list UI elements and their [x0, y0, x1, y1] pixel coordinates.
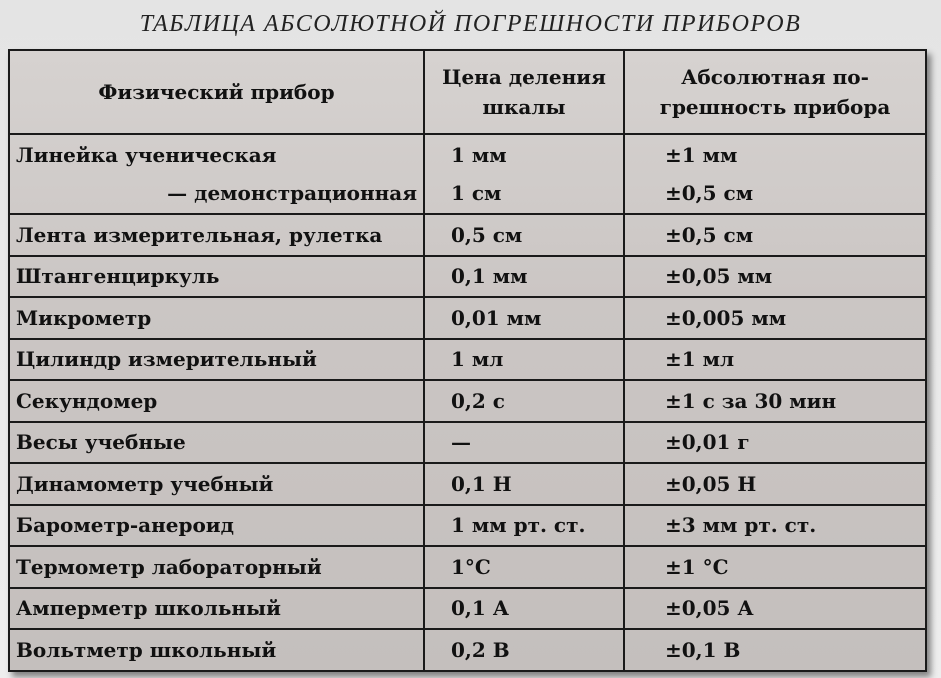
device-cell: Барометр-анероид — [9, 505, 424, 547]
device-cell: Лента измерительная, рулетка — [9, 214, 424, 256]
device-cell: Вольтметр школьный — [9, 629, 424, 671]
error-cell: ±1 мл — [624, 339, 926, 381]
device-cell: Секундомер — [9, 380, 424, 422]
instrument-error-table — [8, 49, 927, 672]
table-row — [9, 134, 926, 214]
header-device: Физический прибор — [9, 50, 424, 134]
table-header-row — [9, 50, 926, 134]
error-cell: ±1 °С — [624, 546, 926, 588]
device-cell: Микрометр — [9, 297, 424, 339]
error-cell: ±1 мм ±0,5 см — [624, 134, 926, 214]
error-cell: ±0,01 г — [624, 422, 926, 464]
error-cell: ±1 с за 30 мин — [624, 380, 926, 422]
error-cell: ±3 мм рт. ст. — [624, 505, 926, 547]
scale-cell: — — [424, 422, 624, 464]
scale-cell: 1 мл — [424, 339, 624, 381]
header-error: Абсолютная по- грешность прибора — [624, 50, 926, 134]
header-scale: Цена деления шкалы — [424, 50, 624, 134]
scale-cell: 1 мм 1 см — [424, 134, 624, 214]
device-cell: Штангенциркуль — [9, 256, 424, 298]
error-cell: ±0,005 мм — [624, 297, 926, 339]
device-cell: Цилиндр измерительный — [9, 339, 424, 381]
table-row — [9, 546, 926, 588]
device-cell: Весы учебные — [9, 422, 424, 464]
table-row — [9, 422, 926, 464]
scale-cell: 0,1 Н — [424, 463, 624, 505]
error-cell: ±0,05 А — [624, 588, 926, 630]
page-title: ТАБЛИЦА АБСОЛЮТНОЙ ПОГРЕШНОСТИ ПРИБОРОВ — [139, 11, 802, 37]
device-cell: Динамометр учебный — [9, 463, 424, 505]
error-cell: ±0,5 см — [624, 214, 926, 256]
device-cell: Термометр лабораторный — [9, 546, 424, 588]
scale-cell: 0,1 А — [424, 588, 624, 630]
table-row — [9, 463, 926, 505]
scale-cell: 0,2 с — [424, 380, 624, 422]
table-row — [9, 629, 926, 671]
error-cell: ±0,05 Н — [624, 463, 926, 505]
table-row — [9, 588, 926, 630]
scale-cell: 1°С — [424, 546, 624, 588]
table-row — [9, 339, 926, 381]
table-row — [9, 297, 926, 339]
scale-cell: 1 мм рт. ст. — [424, 505, 624, 547]
table-row — [9, 214, 926, 256]
table-row — [9, 380, 926, 422]
device-cell: Амперметр школьный — [9, 588, 424, 630]
table-row — [9, 256, 926, 298]
error-cell: ±0,1 В — [624, 629, 926, 671]
scale-cell: 0,1 мм — [424, 256, 624, 298]
scale-cell: 0,2 В — [424, 629, 624, 671]
device-cell: Линейка ученическая — демонстрационная — [9, 134, 424, 214]
table-row — [9, 505, 926, 547]
scale-cell: 0,5 см — [424, 214, 624, 256]
error-cell: ±0,05 мм — [624, 256, 926, 298]
scale-cell: 0,01 мм — [424, 297, 624, 339]
